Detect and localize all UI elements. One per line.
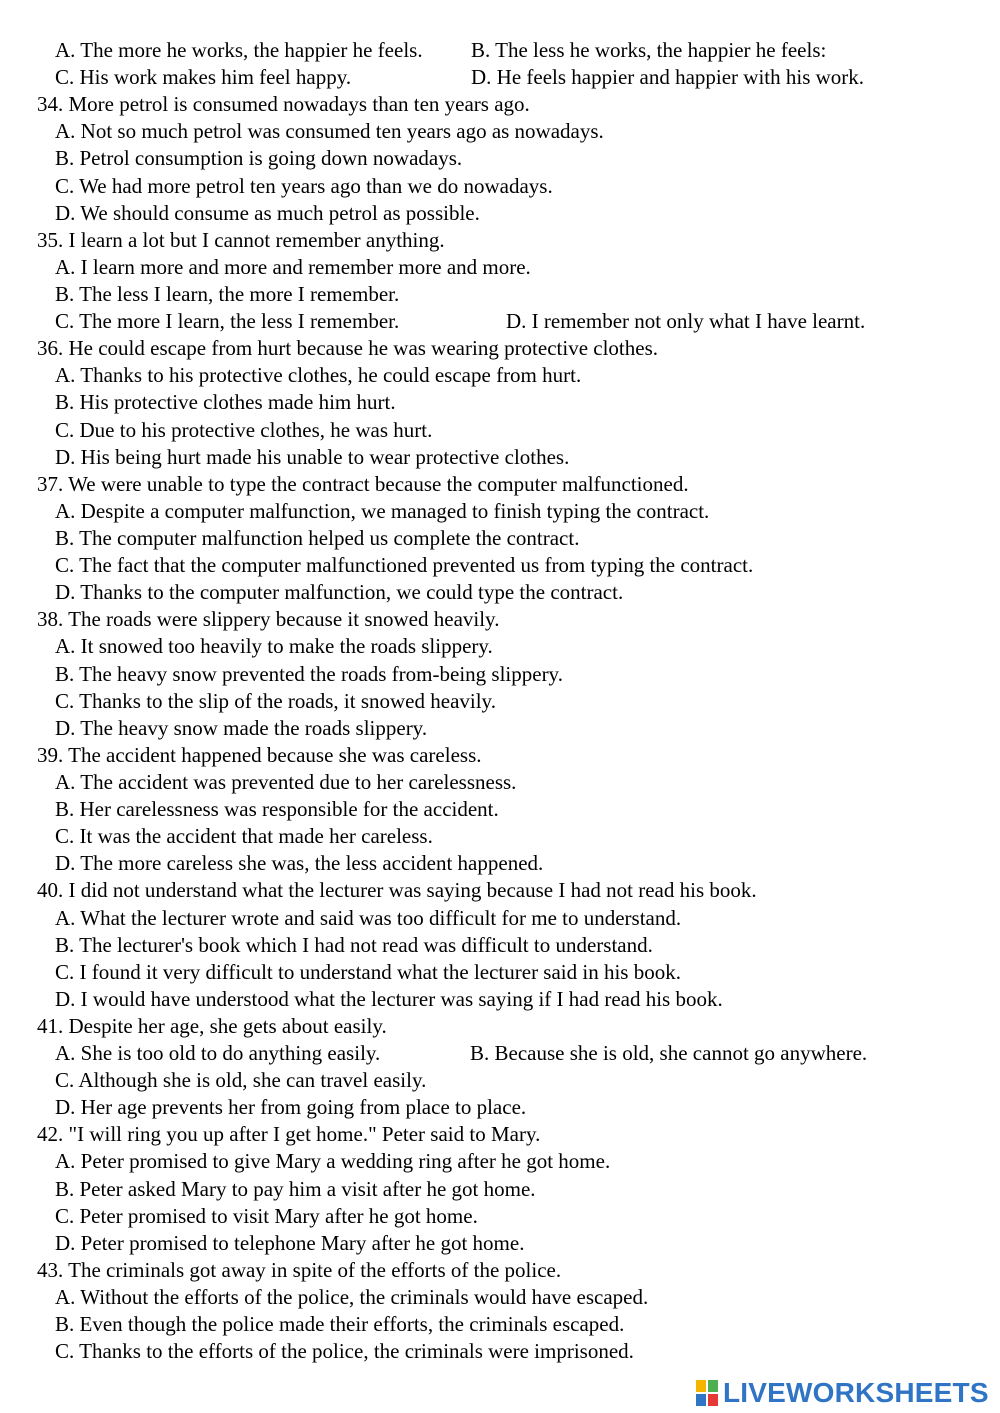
answer-option: B. Because she is old, she cannot go anywhere. [470,1041,868,1066]
answer-option: C. We had more petrol ten years ago than we do nowadays. [55,173,553,198]
logo-square-2 [708,1380,718,1392]
logo-square-3 [696,1394,706,1406]
answer-option: A. Without the efforts of the police, the criminals would have escaped. [55,1285,649,1310]
answer-option: C. Thanks to the slip of the roads, it snowed heavily. [55,688,496,713]
answer-option: B. Petrol consumption is going down nowadays. [55,146,463,171]
answer-option: C. Although she is old, she can travel easily. [55,1068,427,1093]
question-prompt: 35. I learn a lot but I cannot remember anything. [37,227,445,252]
question-prompt: 41. Despite her age, she gets about easily. [37,1013,387,1038]
answer-option: B. The computer malfunction helped us complete the contract. [55,525,580,550]
answer-option: D. We should consume as much petrol as possible. [55,200,480,225]
answer-option: A. Peter promised to give Mary a wedding ring after he got home. [55,1149,611,1174]
question-prompt: 34. More petrol is consumed nowadays than ten years ago. [37,92,530,117]
option-row [0,308,1000,335]
answer-option: A. Not so much petrol was consumed ten years ago as nowadays. [55,119,604,144]
answer-option: B. The heavy snow prevented the roads from-being slippery. [55,661,563,686]
question-prompt: 39. The accident happened because she was careless. [37,742,482,767]
answer-option: C. His work makes him feel happy. [55,65,352,90]
answer-option: A. The more he works, the happier he feels. [55,38,423,62]
question-prompt: 43. The criminals got away in spite of the efforts of the police. [37,1257,562,1282]
answer-option: B. The lecturer's book which I had not read was difficult to understand. [55,932,653,957]
answer-option: D. I would have understood what the lecturer was saying if I had read his book. [55,986,723,1011]
question-prompt: 42. "I will ring you up after I get home." Peter said to Mary. [37,1122,541,1147]
answer-option: D. Peter promised to telephone Mary after he got home. [55,1230,525,1255]
answer-option: B. The less he works, the happier he feels: [471,38,827,62]
answer-option: C. The fact that the computer malfunctioned prevented us from typing the contract. [55,553,754,578]
question-prompt: 36. He could escape from hurt because he was wearing protective clothes. [37,336,659,361]
question-prompt: 40. I did not understand what the lecturer was saying because I had not read his book. [37,878,757,903]
answer-option: C. Due to his protective clothes, he was hurt. [55,417,433,442]
question-prompt: 38. The roads were slippery because it snowed heavily. [37,607,500,632]
answer-option: C. Peter promised to visit Mary after he got home. [55,1203,478,1228]
brand-name: LIVEWORKSHEETS [723,1377,989,1408]
answer-option: B. His protective clothes made him hurt. [55,390,396,415]
answer-option: D. He feels happier and happier with his work. [471,65,865,90]
answer-option: A. I learn more and more and remember more and more. [55,254,531,279]
answer-option: B. Her carelessness was responsible for the accident. [55,797,499,822]
answer-option: B. Even though the police made their efforts, the criminals escaped. [55,1312,625,1337]
answer-option: C. Thanks to the efforts of the police, the criminals were imprisoned. [55,1339,634,1364]
option-row [0,64,1000,91]
logo-square-4 [708,1394,718,1406]
answer-option: D. The heavy snow made the roads slippery. [55,715,428,740]
answer-option: B. The less I learn, the more I remember. [55,281,400,306]
liveworksheets-logo-icon [696,1379,720,1407]
answer-option: D. Thanks to the computer malfunction, we could type the contract. [55,580,624,605]
answer-option: A. Thanks to his protective clothes, he could escape from hurt. [55,363,582,388]
answer-option: D. I remember not only what I have learnt. [506,309,866,334]
liveworksheets-logo[interactable] [696,1376,989,1410]
answer-option: C. I found it very difficult to understand what the lecturer said in his book. [55,959,681,984]
logo-square-1 [696,1380,706,1392]
answer-option: A. Despite a computer malfunction, we managed to finish typing the contract. [55,498,710,523]
answer-option: D. His being hurt made his unable to wear protective clothes. [55,444,570,469]
answer-option: C. It was the accident that made her careless. [55,824,433,849]
answer-option: D. Her age prevents her from going from place to place. [55,1095,527,1120]
option-row [0,1040,1000,1067]
answer-option: A. What the lecturer wrote and said was too difficult for me to understand. [55,905,682,930]
worksheet-content [0,37,1000,1365]
answer-option: A. It snowed too heavily to make the roads slippery. [55,634,493,659]
answer-option: C. The more I learn, the less I remember. [55,309,400,334]
answer-option: B. Peter asked Mary to pay him a visit after he got home. [55,1176,536,1201]
answer-option: A. The accident was prevented due to her carelessness. [55,769,517,794]
option-row [0,37,1000,64]
question-prompt: 37. We were unable to type the contract because the computer malfunctioned. [37,471,689,496]
answer-option: A. She is too old to do anything easily. [55,1041,381,1066]
answer-option: D. The more careless she was, the less accident happened. [55,851,544,876]
